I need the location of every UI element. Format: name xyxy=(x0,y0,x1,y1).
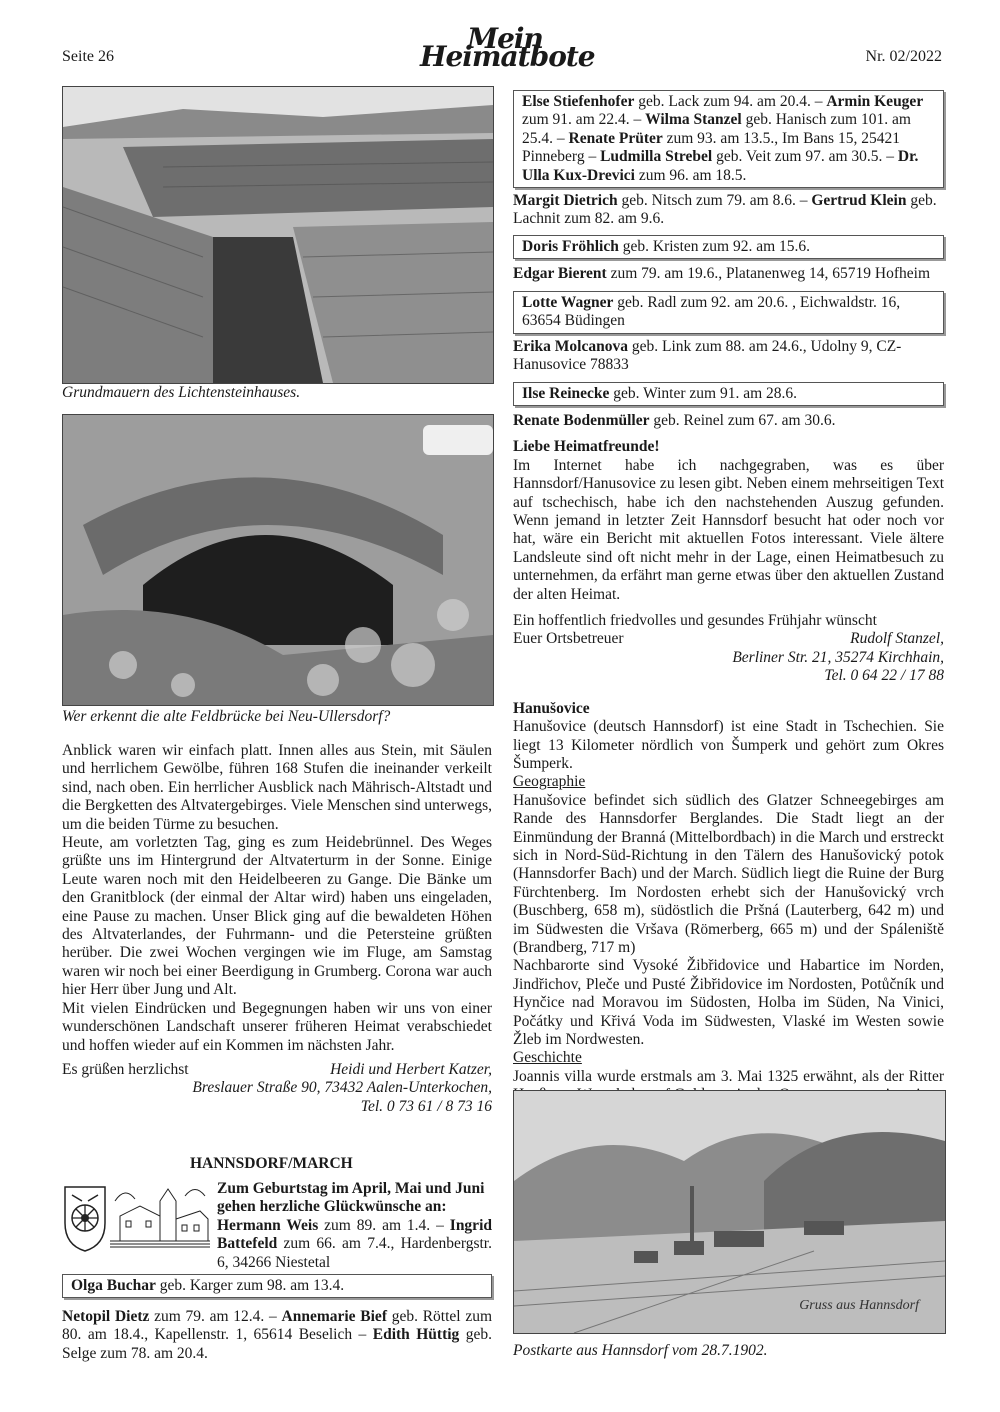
signer-name: Rudolf Stanzel, xyxy=(850,630,944,648)
birthday-name: Ilse Reinecke xyxy=(522,385,610,402)
letter-heading: Liebe Heimatfreunde! xyxy=(513,438,660,456)
birthday-detail: geb. Selge zum 78. am 20.4. xyxy=(62,1326,492,1362)
birthday-detail: geb. Reinel zum 67. am 30.6. xyxy=(649,412,836,429)
letter-body: Im Internet habe ich nachgegraben, was es über Hannsdorf/Hanusovice zu lesen gibt. Neben einem mehrseitigen Text auf tschechisch, habe ich den nachstehenden Auszug gefunden. Wenn jemand in letzter Zeit Hannsdorf besucht hat oder noch vor hat, wäre ein Bericht mit aktuellen Fotos interessant. Viele ältere Landsleute sind oft nicht mehr in der Lage, einen Heimatbesuch zu unternehmen, da erfährt man gerne etwas über den aktuellen Zustand der alten Heimat. xyxy=(513,456,944,603)
subheading-geography: Geographie xyxy=(513,773,586,791)
birthday-name: Olga Buchar xyxy=(71,1277,156,1294)
birthday-line xyxy=(513,338,944,375)
travel-report xyxy=(62,742,492,1116)
birthday-name: Netopil Dietz xyxy=(62,1308,150,1325)
town-crest-icon xyxy=(62,1183,108,1253)
birthday-name: Edgar Bierent xyxy=(513,265,607,282)
birthday-detail: geb. Lachnit zum 82. am 9.6. xyxy=(513,192,937,228)
birthday-detail: zum 91. am 22.4. – xyxy=(522,111,646,129)
postcard-caption: Postkarte aus Hannsdorf vom 28.7.1902. xyxy=(513,1342,768,1359)
article-intro: Hanušovice (deutsch Hannsdorf) ist eine Stadt in Tschechien. Sie liegt 13 Kilometer nördlich von Šumperk und gehört zum Okres Šumperk. xyxy=(513,718,944,772)
birthday-box xyxy=(513,90,944,188)
birthday-detail: geb. Röttel zum 80. am 18.4., Kapellenstr. 1, 65614 Beselich – xyxy=(62,1308,493,1344)
birthday-detail: geb. Kristen zum 92. am 15.6. xyxy=(618,238,811,255)
subheading-history: Geschichte xyxy=(513,1049,582,1067)
town-sketch-image xyxy=(110,1181,210,1251)
letter-block xyxy=(513,412,944,1105)
birthday-block-2 xyxy=(62,1308,492,1363)
history-paragraph: Joannis villa wurde erstmals am 3. Mai 1325 erwähnt, als der Ritter xyxy=(513,1067,944,1085)
masthead-logo: Mein Heimatbote xyxy=(420,22,595,74)
birthday-name: Ludmilla Strebel xyxy=(600,148,713,166)
report-paragraph: Mit vielen Eindrücken und Begegnungen haben wir uns von einer wunderschönen Landschaft unserer früheren Heimat verabschiedet und hoffen wieder auf ein Kommen im nächsten Jahr. xyxy=(62,999,492,1054)
caption-stone-walls: Grundmauern des Lichtensteinhauses. xyxy=(62,384,301,401)
photo-stone-walls xyxy=(62,86,494,384)
birthday-name: Annemarie Bief xyxy=(281,1308,387,1325)
signature-name: Heidi und Herbert Katzer, xyxy=(330,1060,492,1078)
report-paragraph: Heute, am vorletzten Tag, ging es zum Heidebrünnel. Des Weges grüßte uns im Hintergrund der Altvaterturm in der Sonne. Einige Leute waren noch mit den Heidelbeeren zu Gange. Die Bänke um den Granitblock (der einmal der Altar wird) haben uns eingeladen, eine Pause zu machen. Unser Blick ging auf die bewaldeten Höhen des Altvaterlandes, der Fuhrmann- und die Petersteine grüßten herüber. Die zwei Wochen vergingen wie im Fluge, am Samstag waren wir noch bei einer Beerdigung in Grumberg. Corona war auch hier Herr über Jung und Alt. xyxy=(62,834,492,999)
birthday-name: Doris Fröhlich xyxy=(522,238,619,255)
birthday-detail: geb. Lack zum 94. am 20.4. – xyxy=(634,93,827,110)
birthday-detail: zum 79. am 19.6., Platanenweg 14, 65719 Hofheim xyxy=(606,265,931,282)
birthday-detail: geb. Link zum 88. am 24.6., Udolny 9, CZ-Hanusovice 78833 xyxy=(513,338,902,374)
birthday-detail: zum 93. am 13.5., Im Bans 15, 25421 Pinneberg – xyxy=(522,129,900,166)
birthday-name: Armin Keuger xyxy=(826,93,924,110)
signer-phone: Tel. 0 64 22 / 17 88 xyxy=(824,667,944,685)
section-title: HANNSDORF/MARCH xyxy=(190,1155,353,1172)
birthday-name: Erika Molcanova xyxy=(513,338,628,355)
birthday-name: Renate Prüter xyxy=(568,129,663,147)
signature-phone: Tel. 0 73 61 / 8 73 16 xyxy=(360,1097,492,1115)
birthday-line xyxy=(513,265,944,283)
birthday-name: Dr. Ulla Kux-Drevici xyxy=(522,148,919,184)
birthday-box xyxy=(513,382,944,406)
signer-role: Euer Ortsbetreuer xyxy=(513,630,624,648)
birthday-name: Edith Hüttig xyxy=(372,1326,460,1344)
birthday-name: Lotte Wagner xyxy=(522,294,614,311)
birthday-intro: Zum Geburtstag im April, Mai und Juni gehen herzliche Glückwünsche an: xyxy=(217,1180,485,1216)
page-number: Seite 26 xyxy=(62,48,114,65)
birthday-name: Margit Dietrich xyxy=(513,192,618,209)
article-heading: Hanušovice xyxy=(513,699,590,717)
letter-wish: Ein hoffentlich friedvolles und gesundes Frühjahr wünscht xyxy=(513,612,877,630)
birthday-detail: zum 89. am 1.4. – xyxy=(318,1216,450,1234)
birthday-detail: zum 79. am 12.4. – xyxy=(149,1308,282,1325)
birthday-detail: zum 96. am 18.5. xyxy=(634,166,747,184)
birthday-name: Gertrud Klein xyxy=(811,192,907,209)
birthday-block xyxy=(217,1180,492,1272)
birthday-box xyxy=(62,1274,492,1298)
geography-paragraph: Hanušovice befindet sich südlich des Glatzer Schneegebirges am Rande des Hannsdorfer Berglandes. Die Stadt liegt an der Einmündung der Branná (Mittelbordbach) in die March und erstreckt sich in Nord-Süd-Richtung in den Tälern des Hanušovický potok (Hannsdorfer Bach) und der March. Südlich liegt die Ruine der Burg Fürchtenberg. Im Nordosten erhebt sich der Hanušovický vrch (Buschberg, 658 m), südöstlich die Pršná (Lauterberg, 642 m) und im Südwesten die Vršava (Römerberg, 665 m) und der Spáleniště (Brandberg, 717 m) xyxy=(513,791,944,956)
birthday-detail: geb. Radl zum 92. am 20.6. , Eichwaldstr. 16, 63654 Büdingen xyxy=(522,294,901,330)
caption-field-bridge: Wer erkennt die alte Feldbrücke bei Neu-Ullersdorf? xyxy=(62,708,391,725)
birthday-detail: geb. Veit zum 97. am 30.5. – xyxy=(712,148,898,166)
issue-number: Nr. 02/2022 xyxy=(865,48,942,65)
signer-address: Berliner Str. 21, 35274 Kirchhain, xyxy=(732,648,944,666)
birthday-name: Wilma Stanzel xyxy=(645,111,742,129)
geography-paragraph: Nachbarorte sind Vysoké Žibřidovice und Habartice im Norden, Jindřichov, Pleče und Pusté Žibřidovice im Nordosten, Potůčník und Hynčice nad Moravou im Südosten, Holba im Süden, Na Vinici, Počátky und Křivá Voda im Südwesten, Vlaské im Westen sowie Žleb im Nordwesten. xyxy=(513,957,944,1048)
birthday-detail: geb. Nitsch zum 79. am 8.6. – xyxy=(617,192,812,209)
birthday-name: Ingrid Battefeld xyxy=(217,1216,492,1253)
birthday-detail: geb. Winter zum 91. am 28.6. xyxy=(609,385,798,402)
birthday-name: Hermann Weis xyxy=(217,1216,319,1234)
photo-field-bridge xyxy=(62,414,494,706)
birthday-box xyxy=(513,291,944,334)
report-paragraph: Anblick waren wir einfach platt. Innen alles aus Stein, mit Säulen und herrlichem Gewölbe, führen 168 Stufen die ineinander verkeilt sind, nach oben. Ein herrlicher Ausblick nach Mährisch-Altstadt und die Bergketten des Altvatergebirges. Viele Menschen sind unterwegs, um die beiden Türme zu besuchen. xyxy=(62,742,492,833)
birthday-detail: zum 66. am 7.4., Hardenbergstr. 6, 34266 Niestetal xyxy=(217,1235,492,1271)
birthday-name: Renate Bodenmüller xyxy=(513,412,650,429)
birthday-line xyxy=(513,192,944,229)
signature-address: Breslauer Straße 90, 73432 Aalen-Unterkochen, xyxy=(192,1079,492,1097)
birthday-detail: geb. Hanisch zum 101. am 25.4. – xyxy=(522,111,911,147)
postcard-greeting: Gruss aus Hannsdorf xyxy=(799,1297,919,1313)
birthday-name: Else Stiefenhofer xyxy=(522,93,635,110)
birthday-detail: geb. Karger zum 98. am 13.4. xyxy=(155,1277,345,1294)
greeting: Es grüßen herzlichst xyxy=(62,1060,189,1078)
birthday-box xyxy=(513,235,944,259)
postcard-image xyxy=(513,1090,946,1334)
